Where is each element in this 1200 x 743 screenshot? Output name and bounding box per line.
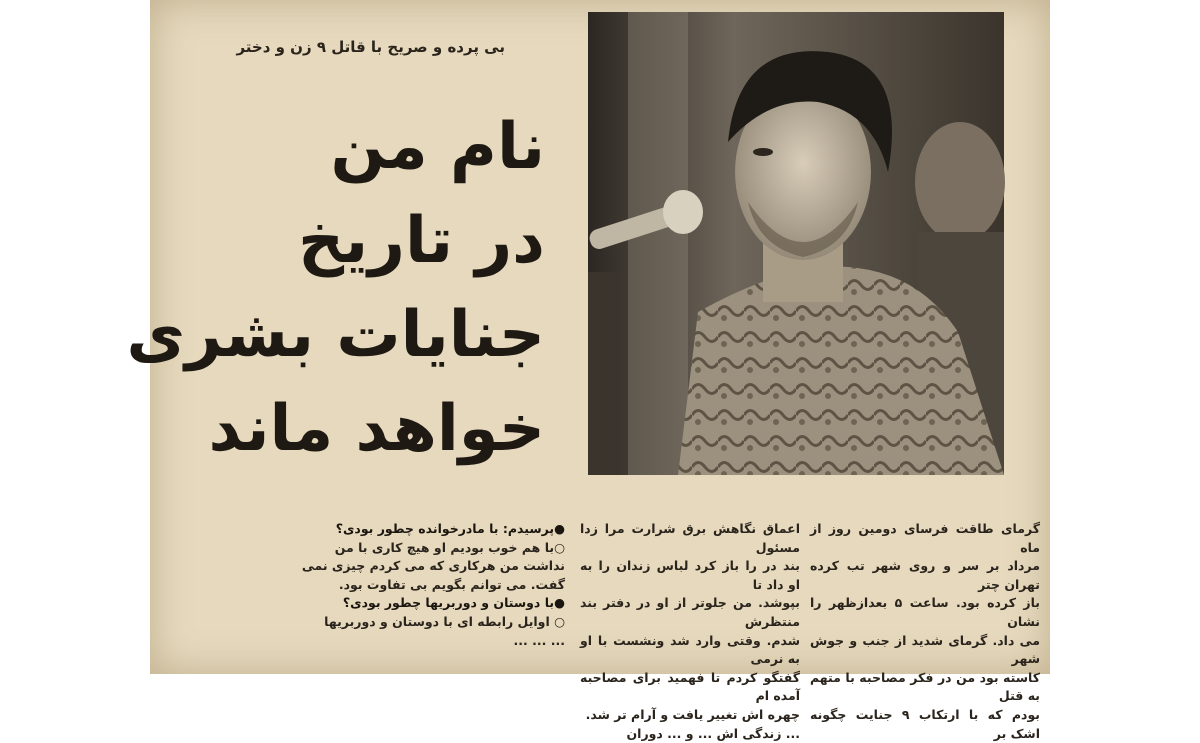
text-line: می داد. گرمای شدید از جنب و جوش شهر	[810, 632, 1040, 667]
text-line: اعماق نگاهش برق شرارت مرا زدا مسئول	[580, 521, 800, 555]
portrait-photo	[588, 12, 1004, 475]
text-line: شدم. وقتی وارد شد ونشست با او به نرمی	[580, 632, 800, 667]
kicker-text: بی پرده و صریح با قاتل ۹ زن و دختر	[236, 38, 505, 56]
text-line: گفتگو کردم تا فهمید برای مصاحبه آمده ام	[580, 669, 800, 704]
interview-answer: ○با هم خوب بودیم او هیچ کاری با من	[334, 539, 565, 555]
text-line: ... زندگی اش ... و ... دوران	[626, 725, 800, 741]
article-column-3	[290, 520, 565, 650]
article-body	[150, 520, 1050, 741]
interview-answer: ... ... ...	[513, 632, 565, 648]
headline-line: نام من	[330, 110, 545, 184]
magazine-page	[126, 0, 1050, 741]
article-column-1	[810, 520, 1040, 743]
text-line: مرداد بر سر و روی شهر تب کرده تهران چتر	[810, 558, 1040, 592]
text-line: بپوشد. من جلوتر از او در دفتر بند منتظرش	[580, 595, 800, 629]
interview-answer: گفت. می توانم بگویم بی تفاوت بود.	[338, 576, 565, 592]
headline-line: خواهد ماند	[208, 392, 545, 466]
text-line: چهره اش تغییر یافت و آرام تر شد.	[585, 706, 800, 722]
text-line: کاسته بود من در فکر مصاحبه با متهم به قتل	[810, 669, 1040, 704]
text-line: گرمای طاقت فرسای دومین روز از ماه	[810, 521, 1040, 555]
headline-line: در تاریخ	[297, 204, 545, 278]
interview-answer: نداشت من هرکاری که می کردم چیزی نمی	[301, 558, 565, 574]
text-line: بند در را باز کرد لباس زندان را به او داد تا	[580, 558, 800, 592]
interview-answer: ○ اوایل رابطه ای با دوستان و دوربریها	[324, 613, 565, 629]
headline	[126, 100, 545, 476]
photo-illustration	[588, 12, 1004, 475]
interview-question: ●با دوستان و دوربریها چطور بودی؟	[342, 595, 565, 611]
text-line: باز کرده بود. ساعت ۵ بعدازظهر را نشان	[810, 595, 1041, 629]
interview-question: ●پرسیدم: با مادرخوانده چطور بودی؟	[335, 521, 565, 536]
text-line: بودم که با ارتکاب ۹ جنایت چگونه اشک بر	[810, 706, 1041, 741]
article-column-2	[580, 520, 800, 743]
headline-line: جنایات بشری	[126, 298, 545, 372]
